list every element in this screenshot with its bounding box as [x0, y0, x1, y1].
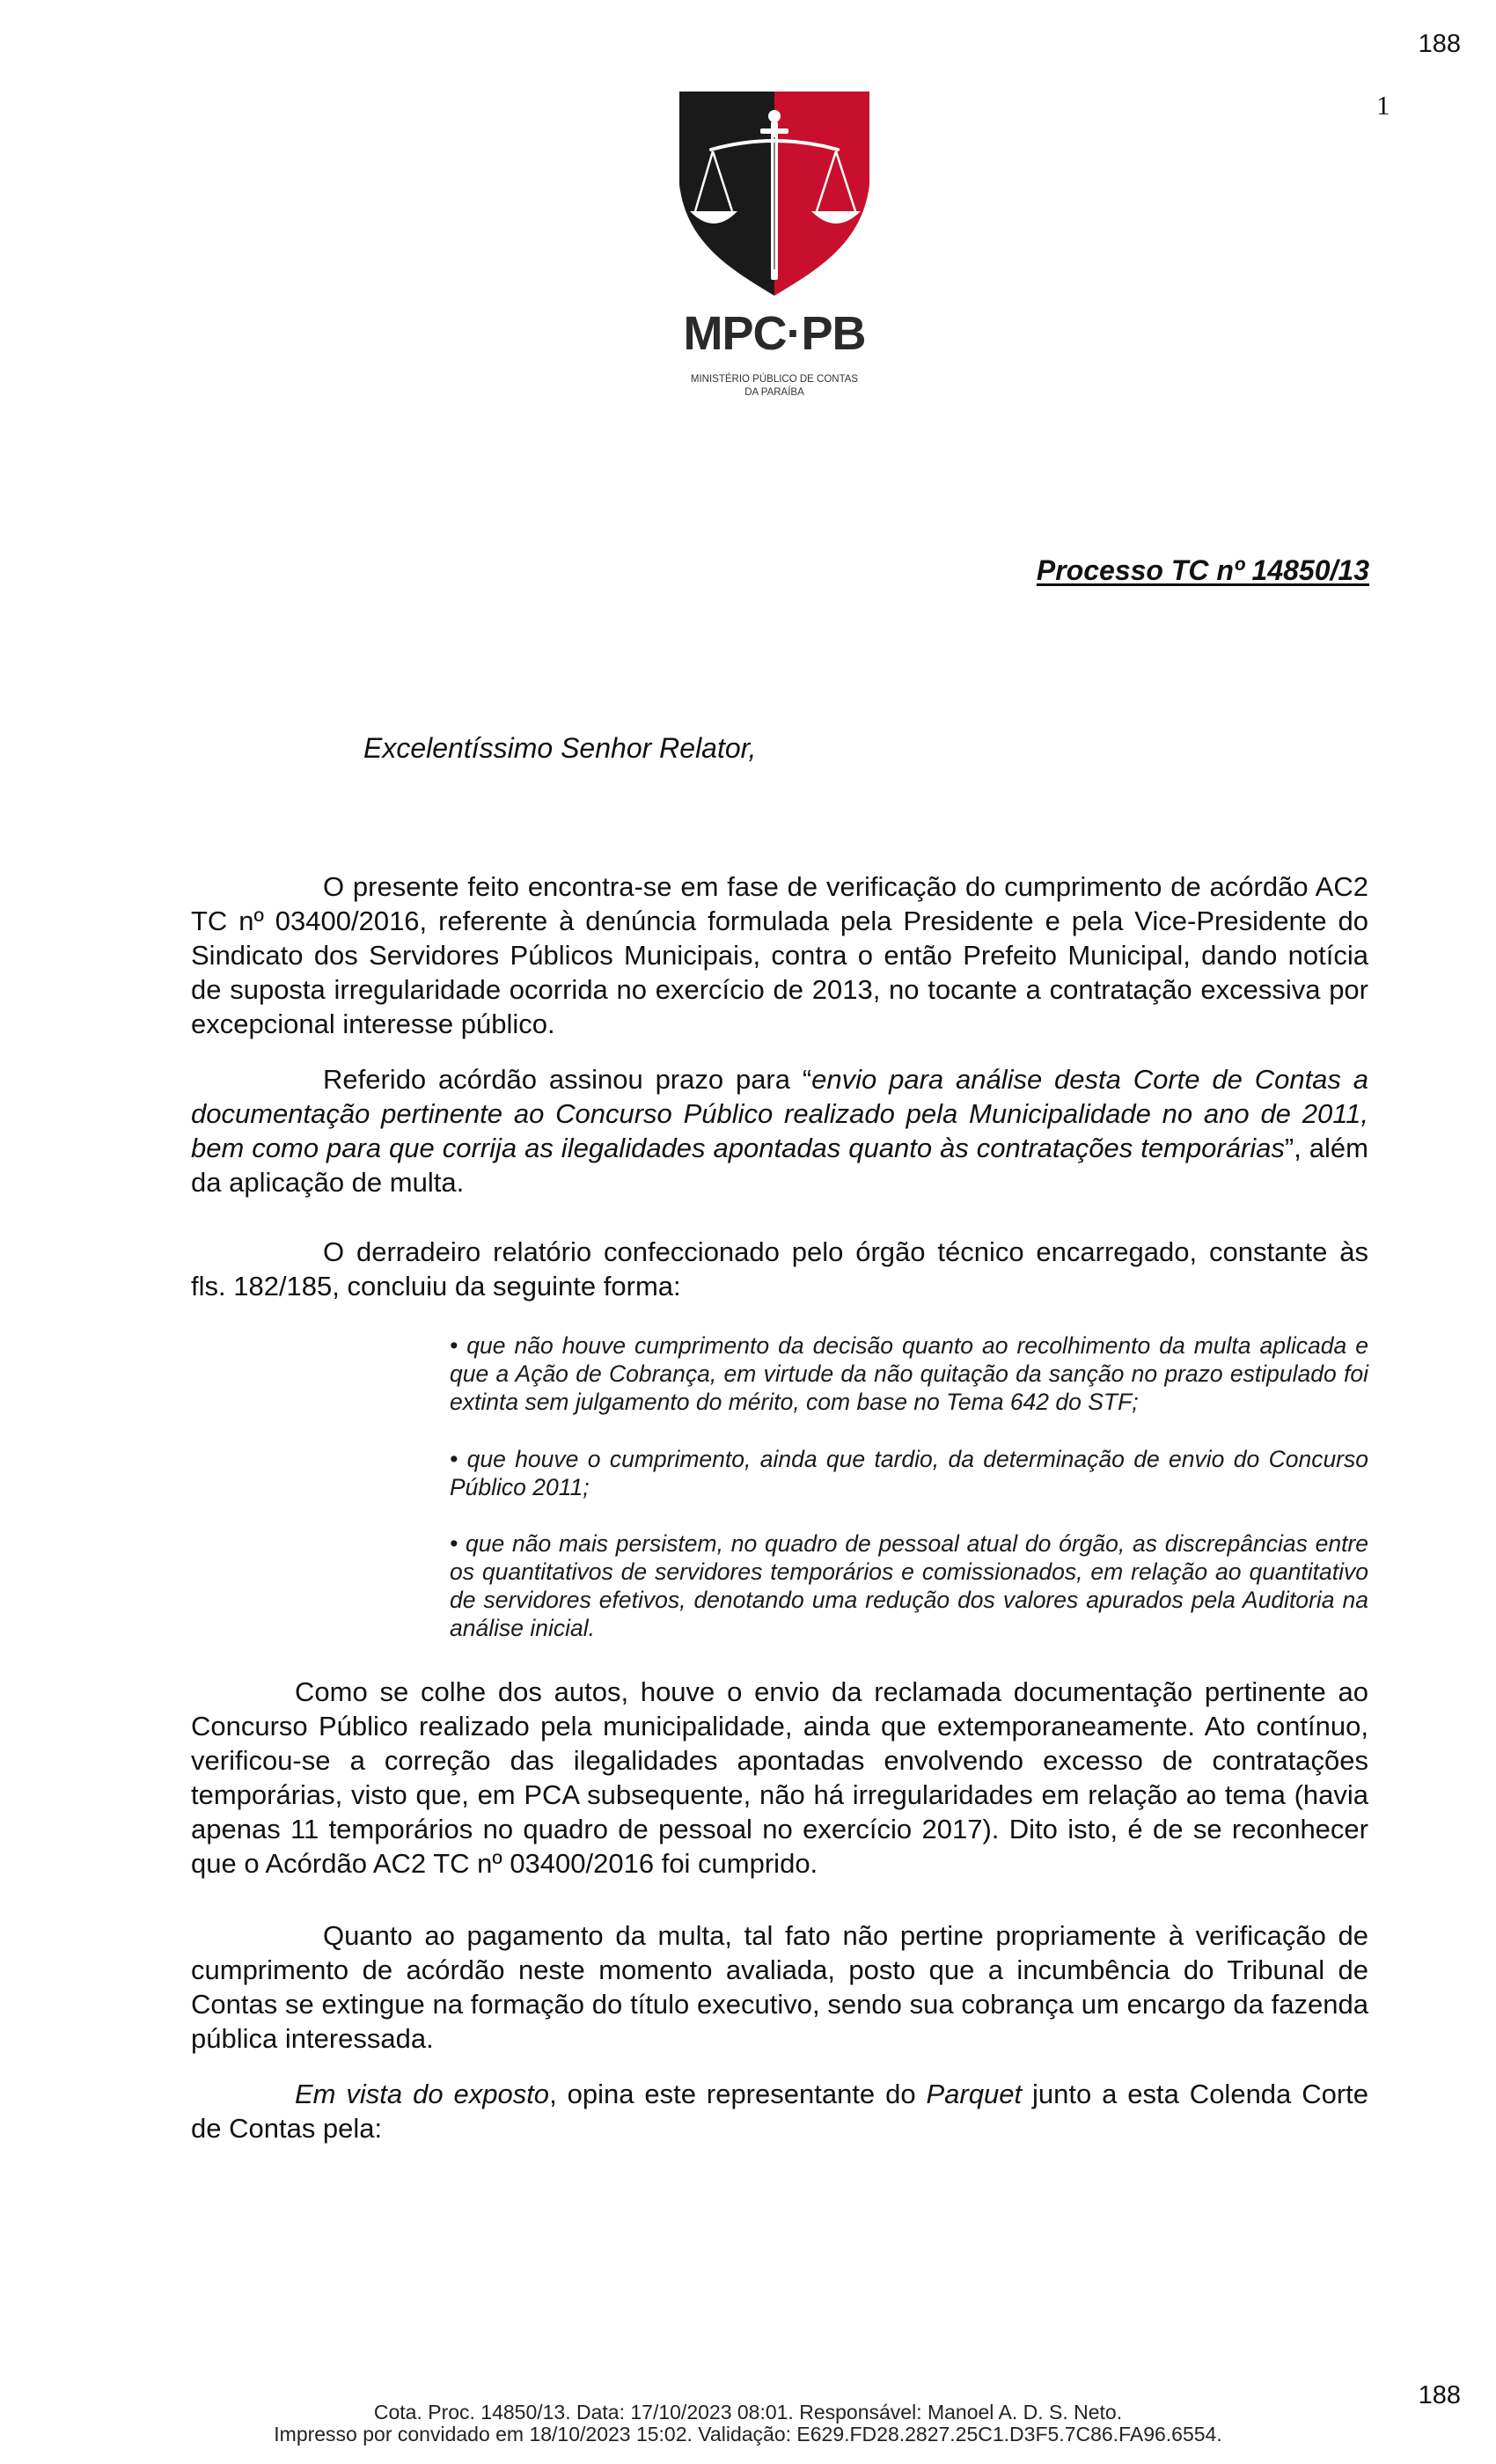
paragraph-5: Quanto ao pagamento da multa, tal fato não pertine propriamente à verificação de cumprimento de acórdão neste momento avaliada, posto que a incumbência do Tribunal de Contas se extingue na formação do título executivo, sendo sua cobrança um encargo da fazenda pública interessada.	[191, 1920, 1368, 2054]
paragraph-6-italic-2: Parquet	[926, 2079, 1023, 2109]
quote-bullet-1: • que não houve cumprimento da decisão quanto ao recolhimento da multa aplicada e que a Ação de Cobrança, em virtude da não quitação da sanção no prazo estipulado foi extinta sem julgamento do mérito, com base no Tema 642 do STF;	[450, 1332, 1368, 1415]
footer-line-1: Cota. Proc. 14850/13. Data: 17/10/2023 08:01. Responsável: Manoel A. D. S. Neto.	[373, 2401, 1123, 2424]
scales-of-justice-shield-icon	[676, 88, 873, 299]
salutation: Excelentíssimo Senhor Relator,	[363, 732, 757, 764]
paragraph-2-quote: envio para análise desta Corte de Contas a documentação pertinente ao Concurso Público realizado pela Municipalidade no ano de 2011, bem como para que corrija as ilegalidades apontadas quanto às contratações temporárias	[191, 1064, 1368, 1163]
quote-bullet-2: • que houve o cumprimento, ainda que tardio, da determinação de envio do Concurso Público 2011;	[450, 1446, 1368, 1500]
page-number-top: 188	[1418, 30, 1461, 58]
folio-number: 1	[1376, 90, 1390, 121]
paragraph-6	[191, 2077, 1368, 2145]
logo-title: MPC·PB	[683, 307, 866, 360]
paragraph-6-end: junto a esta Colenda Corte de Contas pela:	[191, 2079, 1369, 2144]
paragraph-2-end: ”, além da aplicação de multa.	[191, 1133, 1368, 1198]
paragraph-3: O derradeiro relatório confeccionado pelo órgão técnico encarregado, constante às fls. 182/185, concluiu da seguinte forma:	[191, 1236, 1368, 1302]
paragraph-2-start: Referido acórdão assinou prazo para “	[323, 1064, 812, 1095]
process-number: Processo TC nº 14850/13	[1036, 554, 1369, 586]
logo-subtitle-line1: MINISTÉRIO PÚBLICO DE CONTAS	[690, 374, 859, 385]
page-number-bottom: 188	[1418, 2381, 1461, 2409]
quote-bullet-3: • que não mais persistem, no quadro de pessoal atual do órgão, as discrepâncias entre os quantitativos de servidores temporários e comissionados, em relação ao quantitativo de servidores efetivos, denotando uma redução dos valores apurados pela Auditoria na análise inicial.	[450, 1530, 1368, 1641]
paragraph-1: O presente feito encontra-se em fase de verificação do cumprimento de acórdão AC2 TC nº 03400/2016, referente à denúncia formulada pela Presidente e pela Vice-Presidente do Sindicato dos Servidores Públicos Municipais, contra o então Prefeito Municipal, dando notícia de suposta irregularidade ocorrida no exercício de 2013, no tocante a contratação excessiva por excepcional interesse público.	[191, 871, 1368, 1039]
paragraph-6-mid: , opina este representante do	[549, 2079, 927, 2109]
logo-subtitle-line2: DA PARAÍBA	[744, 387, 804, 398]
paragraph-6-italic-1: Em vista do exposto	[295, 2079, 550, 2109]
paragraph-2	[191, 1062, 1368, 1199]
paragraph-4: Como se colhe dos autos, houve o envio da reclamada documentação pertinente ao Concurso Público realizado pela municipalidade, ainda que extemporaneamente. Ato contínuo, verificou-se a correção das ilegalidades apontadas envolvendo excesso de contratações temporárias, visto que, em PCA subsequente, não há irregularidades em relação ao tema (havia apenas 11 temporários no quadro de pessoal no exercício 2017). Dito isto, é de se reconhecer que o Acórdão AC2 TC nº 03400/2016 foi cumprido.	[191, 1676, 1368, 1879]
footer-line-2: Impresso por convidado em 18/10/2023 15:02. Validação: E629.FD28.2827.25C1.D3F5.7C86.FA96.6554.	[274, 2423, 1222, 2446]
mpc-pb-logo	[676, 88, 873, 304]
